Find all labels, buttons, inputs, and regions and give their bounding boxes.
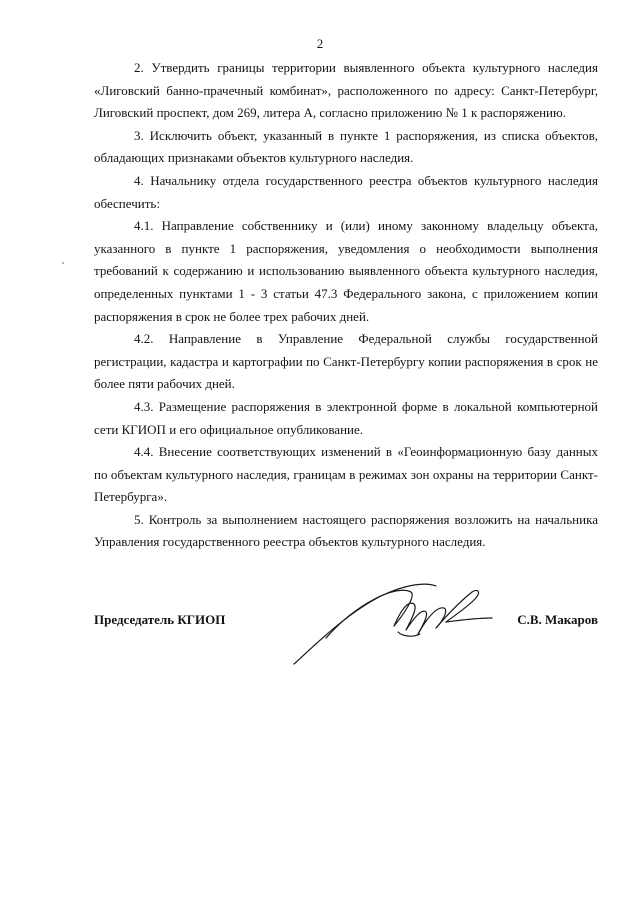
paragraph-5: 5. Контроль за выполнением настоящего распоряжения возложить на начальника Управления государственного реестра объектов культурного наследия.	[94, 511, 598, 550]
document-body	[94, 57, 598, 554]
paragraph-4: 4. Начальнику отдела государственного реестра объектов культурного наследия обеспечить:	[94, 172, 598, 211]
paragraph-4-3: 4.3. Размещение распоряжения в электронной форме в локальной компьютерной сети КГИОП и его официальное опубликование.	[94, 398, 598, 437]
paragraph-3: 3. Исключить объект, указанный в пункте 1 распоряжения, из списка объектов, обладающих признаками объектов культурного наследия.	[94, 127, 598, 166]
paragraph-4-4: 4.4. Внесение соответствующих изменений в «Геоинформационную базу данных по объектам культурного наследия, границам в режимах зон охраны на территории Санкт-Петербурга».	[94, 444, 598, 505]
paragraph-4-1: 4.1. Направление собственнику и (или) иному законному владельцу объекта, указанного в пункте 1 распоряжения, уведомления о необходимости выполнения требований к содержанию и использованию выявленного объекта культурного наследия, определенных пунктами 1 - 3 статьи 47.3 Федерального закона, с приложением копии распоряжения в срок не более трех рабочих дней.	[94, 218, 598, 324]
scan-speck	[62, 262, 64, 264]
signatory-title: Председатель КГИОП	[94, 612, 226, 627]
signature-block	[94, 612, 598, 634]
page-number: 2	[316, 36, 324, 51]
paragraph-4-2: 4.2. Направление в Управление Федеральной службы государственной регистрации, кадастра и картографии по Санкт-Петербургу копии распоряжения в срок не более пяти рабочих дней.	[94, 331, 598, 392]
paragraph-2: 2. Утвердить границы территории выявленного объекта культурного наследия «Лиговский банно-прачечный комбинат», расположенного по адресу: Санкт-Петербург, Лиговский проспект, дом 269, литера А, согласно приложению № 1 к распоряжению.	[94, 60, 598, 121]
signatory-name: С.В. Макаров	[517, 612, 598, 627]
